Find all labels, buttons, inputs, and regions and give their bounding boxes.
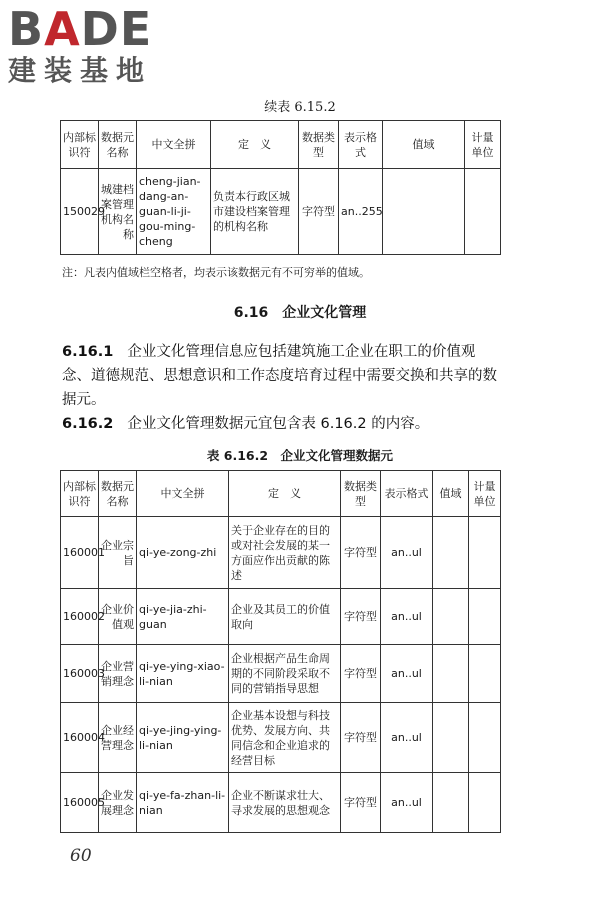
paragraph-6-16-1 bbox=[62, 340, 502, 412]
table1 bbox=[60, 120, 501, 255]
cell-id: 150029 bbox=[61, 169, 99, 255]
cell-pinyin: qi-ye-jia-zhi-guan bbox=[137, 589, 229, 645]
table2 bbox=[60, 470, 501, 833]
cell-unit bbox=[469, 589, 501, 645]
cell-range bbox=[383, 169, 465, 255]
column-header: 定 义 bbox=[229, 471, 341, 517]
cell-pinyin: qi-ye-fa-zhan-li-nian bbox=[137, 773, 229, 833]
cell-pinyin: cheng-jian-dang-an-guan-li-ji-gou-ming-cheng bbox=[137, 169, 211, 255]
cell-name: 企业营销理念 bbox=[99, 645, 137, 703]
column-header: 值域 bbox=[383, 121, 465, 169]
paragraph-number: 6.16.2 bbox=[62, 416, 114, 432]
cell-pinyin: qi-ye-ying-xiao-li-nian bbox=[137, 645, 229, 703]
cell-name: 城建档案管理机构名称 bbox=[99, 169, 137, 255]
table-note: 注：凡表内值域栏空格者，均表示该数据元有不可穷举的值域。 bbox=[62, 266, 370, 279]
section-title: 6.16 企业文化管理 bbox=[233, 305, 367, 321]
paragraph-number: 6.16.1 bbox=[62, 344, 114, 360]
column-header: 数据元名称 bbox=[99, 121, 137, 169]
paragraph-6-16-2 bbox=[62, 412, 502, 436]
cell-range bbox=[433, 773, 469, 833]
cell-type: 字符型 bbox=[341, 645, 381, 703]
cell-definition: 企业根据产品生命周期的不同阶段采取不同的营销指导思想 bbox=[229, 645, 341, 703]
column-header: 值域 bbox=[433, 471, 469, 517]
cell-format: an..ul bbox=[381, 773, 433, 833]
column-header: 数据元名称 bbox=[99, 471, 137, 517]
cell-id: 160002 bbox=[61, 589, 99, 645]
cell-pinyin: qi-ye-jing-ying-li-nian bbox=[137, 703, 229, 773]
column-header: 计量单位 bbox=[465, 121, 501, 169]
cell-format: an..ul bbox=[381, 589, 433, 645]
cell-type: 字符型 bbox=[341, 589, 381, 645]
column-header: 中文全拼 bbox=[137, 471, 229, 517]
cell-type: 字符型 bbox=[341, 703, 381, 773]
column-header: 定 义 bbox=[211, 121, 299, 169]
table-row bbox=[61, 169, 501, 255]
cell-name: 企业发展理念 bbox=[99, 773, 137, 833]
column-header: 数据类型 bbox=[341, 471, 381, 517]
cell-format: an..ul bbox=[381, 703, 433, 773]
table-row bbox=[61, 517, 501, 589]
cell-pinyin: qi-ye-zong-zhi bbox=[137, 517, 229, 589]
table-row bbox=[61, 703, 501, 773]
cell-unit bbox=[469, 703, 501, 773]
paragraph-text: 企业文化管理信息应包括建筑施工企业在职工的价值观念、道德规范、思想意识和工作态度培育过程中需要交换和共享的数据元。 bbox=[62, 344, 497, 408]
cell-range bbox=[433, 589, 469, 645]
paragraph-text: 企业文化管理数据元宜包含表 6.16.2 的内容。 bbox=[127, 416, 430, 432]
cell-name: 企业宗旨 bbox=[99, 517, 137, 589]
table-row bbox=[61, 773, 501, 833]
cell-range bbox=[433, 645, 469, 703]
column-header: 表示格式 bbox=[381, 471, 433, 517]
cell-id: 160005 bbox=[61, 773, 99, 833]
cell-format: an..ul bbox=[381, 645, 433, 703]
table-row bbox=[61, 589, 501, 645]
cell-name: 企业经营理念 bbox=[99, 703, 137, 773]
cell-range bbox=[433, 517, 469, 589]
table2-caption: 表 6.16.2 企业文化管理数据元 bbox=[206, 448, 394, 463]
table1-caption: 续表 6.15.2 bbox=[264, 100, 336, 115]
cell-type: 字符型 bbox=[341, 773, 381, 833]
table-row bbox=[61, 645, 501, 703]
cell-unit bbox=[469, 645, 501, 703]
cell-type: 字符型 bbox=[299, 169, 339, 255]
cell-id: 160001 bbox=[61, 517, 99, 589]
cell-id: 160003 bbox=[61, 645, 99, 703]
cell-definition: 企业不断谋求壮大、寻求发展的思想观念 bbox=[229, 773, 341, 833]
cell-definition: 负责本行政区城市建设档案管理的机构名称 bbox=[211, 169, 299, 255]
cell-name: 企业价值观 bbox=[99, 589, 137, 645]
cell-type: 字符型 bbox=[341, 517, 381, 589]
page-number: 60 bbox=[70, 846, 92, 866]
cell-format: an..ul bbox=[381, 517, 433, 589]
cell-range bbox=[433, 703, 469, 773]
column-header: 中文全拼 bbox=[137, 121, 211, 169]
cell-unit bbox=[469, 773, 501, 833]
bade-logo bbox=[8, 4, 178, 88]
cell-definition: 企业基本设想与科技优势、发展方向、共同信念和企业追求的经营目标 bbox=[229, 703, 341, 773]
logo-wordmark: BADE bbox=[8, 2, 153, 56]
column-header: 内部标识符 bbox=[61, 121, 99, 169]
cell-unit bbox=[465, 169, 501, 255]
cell-id: 160004 bbox=[61, 703, 99, 773]
column-header: 表示格式 bbox=[339, 121, 383, 169]
cell-definition: 关于企业存在的目的或对社会发展的某一方面应作出贡献的陈述 bbox=[229, 517, 341, 589]
column-header: 计量单位 bbox=[469, 471, 501, 517]
cell-definition: 企业及其员工的价值取向 bbox=[229, 589, 341, 645]
column-header: 数据类型 bbox=[299, 121, 339, 169]
cell-format: an..255 bbox=[339, 169, 383, 255]
cell-unit bbox=[469, 517, 501, 589]
logo-subtitle: 建装基地 bbox=[8, 54, 153, 87]
column-header: 内部标识符 bbox=[61, 471, 99, 517]
